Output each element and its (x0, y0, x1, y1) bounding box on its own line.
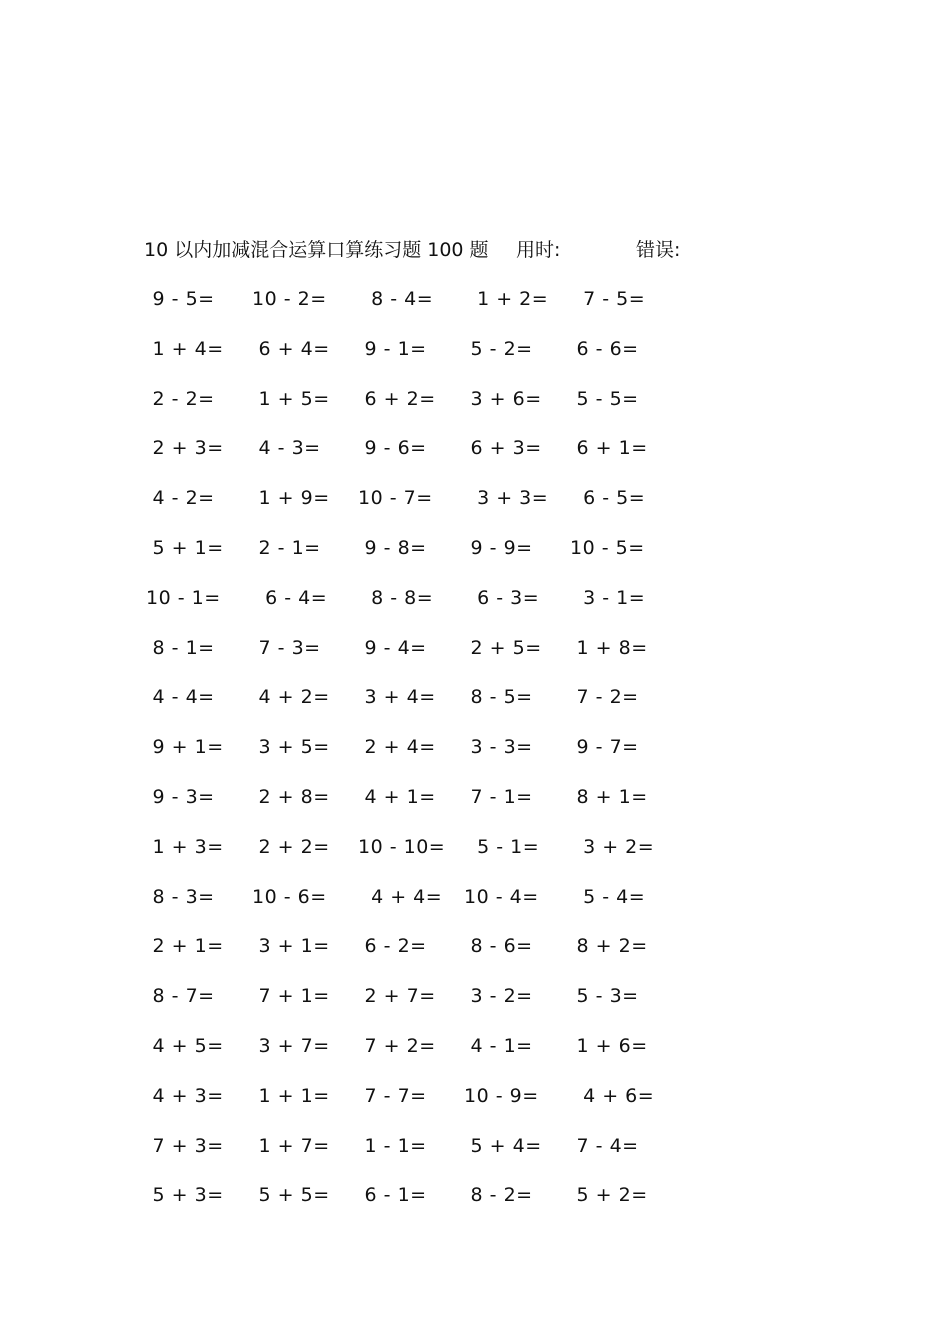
math-problem: 3 + 2= (570, 835, 655, 858)
math-problem: 7 - 1= (464, 785, 533, 808)
problem-row (146, 1082, 706, 1132)
math-problem: 3 + 5= (252, 736, 330, 759)
math-problem: 3 + 7= (252, 1034, 330, 1057)
math-problem: 5 - 3= (570, 985, 639, 1008)
math-problem: 9 - 8= (358, 536, 427, 559)
math-problem: 6 + 1= (570, 437, 648, 460)
math-problem: 10 - 1= (146, 586, 221, 609)
math-problem: 4 - 4= (146, 686, 215, 709)
math-problem: 5 - 2= (464, 337, 533, 360)
math-problem: 2 + 4= (358, 736, 436, 759)
math-problem: 9 - 3= (146, 785, 215, 808)
problem-row (146, 1132, 706, 1182)
math-problem: 6 - 2= (358, 935, 427, 958)
math-problem: 8 - 8= (358, 586, 434, 609)
math-problem: 1 + 8= (570, 636, 648, 659)
math-problem: 8 + 2= (570, 935, 648, 958)
math-problem: 4 + 5= (146, 1034, 224, 1057)
problem-row (146, 783, 706, 833)
problem-row (146, 335, 706, 385)
math-problem: 6 - 4= (252, 586, 328, 609)
problem-row (146, 484, 706, 534)
worksheet-header (144, 236, 764, 264)
math-problem: 3 - 1= (570, 586, 646, 609)
math-problem: 8 + 1= (570, 785, 648, 808)
problem-row (146, 883, 706, 933)
math-problem: 4 + 6= (570, 1084, 655, 1107)
math-problem: 6 + 3= (464, 437, 542, 460)
math-problem: 1 + 5= (252, 387, 330, 410)
problem-row (146, 385, 706, 435)
math-problem: 10 - 6= (252, 885, 327, 908)
math-problem: 10 - 9= (464, 1084, 539, 1107)
math-problem: 9 - 6= (358, 437, 427, 460)
problem-row (146, 833, 706, 883)
time-used-label: 用时: (516, 239, 561, 261)
problem-row (146, 683, 706, 733)
math-problem: 4 + 4= (358, 885, 443, 908)
math-problem: 7 - 4= (570, 1134, 639, 1157)
problem-row (146, 434, 706, 484)
math-problem: 2 + 1= (146, 935, 224, 958)
math-problem: 2 - 1= (252, 536, 321, 559)
math-problem: 6 + 2= (358, 387, 436, 410)
math-problem: 7 - 7= (358, 1084, 427, 1107)
math-problem: 10 - 2= (252, 288, 327, 310)
problem-row (146, 932, 706, 982)
math-problem: 5 + 5= (252, 1184, 330, 1207)
math-problem: 4 - 1= (464, 1034, 533, 1057)
math-problem: 1 + 6= (570, 1034, 648, 1057)
problem-row (146, 634, 706, 684)
math-problem: 4 + 2= (252, 686, 330, 709)
math-problem: 5 + 2= (570, 1184, 648, 1207)
errors-label: 错误: (636, 239, 681, 261)
math-problem: 9 - 5= (146, 288, 215, 310)
problem-row (146, 534, 706, 584)
math-problem: 6 - 3= (464, 586, 540, 609)
problem-grid (146, 285, 706, 1231)
math-problem: 1 + 4= (146, 337, 224, 360)
math-problem: 7 + 2= (358, 1034, 436, 1057)
math-problem: 10 - 5= (570, 536, 645, 559)
math-problem: 7 + 3= (146, 1134, 224, 1157)
math-problem: 6 - 1= (358, 1184, 427, 1207)
math-problem: 2 + 8= (252, 785, 330, 808)
math-problem: 7 + 1= (252, 985, 330, 1008)
problem-row (146, 1032, 706, 1082)
math-problem: 3 - 3= (464, 736, 533, 759)
math-problem: 6 + 4= (252, 337, 330, 360)
math-problem: 5 + 4= (464, 1134, 542, 1157)
math-problem: 5 - 4= (570, 885, 646, 908)
math-problem: 1 + 3= (146, 835, 224, 858)
math-problem: 9 - 1= (358, 337, 427, 360)
problem-row (146, 285, 706, 335)
math-problem: 8 - 5= (464, 686, 533, 709)
math-problem: 1 + 2= (464, 288, 549, 310)
math-problem: 2 + 7= (358, 985, 436, 1008)
math-problem: 3 + 3= (464, 487, 549, 510)
math-problem: 1 + 9= (252, 487, 330, 510)
worksheet-title: 10 以内加减混合运算口算练习题 100 题 (144, 239, 489, 261)
math-problem: 8 - 6= (464, 935, 533, 958)
math-problem: 10 - 10= (358, 835, 446, 858)
problem-row (146, 584, 706, 634)
math-problem: 3 + 6= (464, 387, 542, 410)
math-problem: 8 - 7= (146, 985, 215, 1008)
math-problem: 7 - 3= (252, 636, 321, 659)
math-problem: 4 - 2= (146, 487, 215, 510)
math-problem: 8 - 2= (464, 1184, 533, 1207)
math-problem: 8 - 1= (146, 636, 215, 659)
math-problem: 4 + 1= (358, 785, 436, 808)
math-problem: 6 - 6= (570, 337, 639, 360)
math-problem: 3 + 1= (252, 935, 330, 958)
problem-row (146, 1181, 706, 1231)
math-problem: 9 - 9= (464, 536, 533, 559)
math-problem: 5 + 1= (146, 536, 224, 559)
math-problem: 1 + 1= (252, 1084, 330, 1107)
math-problem: 2 - 2= (146, 387, 215, 410)
math-problem: 5 - 1= (464, 835, 540, 858)
math-problem: 1 + 7= (252, 1134, 330, 1157)
math-problem: 9 - 7= (570, 736, 639, 759)
math-problem: 5 - 5= (570, 387, 639, 410)
math-problem: 3 - 2= (464, 985, 533, 1008)
math-problem: 2 + 2= (252, 835, 330, 858)
math-problem: 8 - 4= (358, 288, 434, 310)
math-problem: 4 + 3= (146, 1084, 224, 1107)
math-problem: 10 - 4= (464, 885, 539, 908)
math-problem: 8 - 3= (146, 885, 215, 908)
math-problem: 1 - 1= (358, 1134, 427, 1157)
problem-row (146, 982, 706, 1032)
problem-row (146, 733, 706, 783)
math-problem: 4 - 3= (252, 437, 321, 460)
math-problem: 7 - 5= (570, 288, 646, 310)
math-problem: 9 + 1= (146, 736, 224, 759)
math-problem: 5 + 3= (146, 1184, 224, 1207)
math-problem: 7 - 2= (570, 686, 639, 709)
math-problem: 10 - 7= (358, 487, 433, 510)
math-problem: 6 - 5= (570, 487, 646, 510)
math-problem: 9 - 4= (358, 636, 427, 659)
math-problem: 2 + 3= (146, 437, 224, 460)
math-problem: 3 + 4= (358, 686, 436, 709)
math-problem: 2 + 5= (464, 636, 542, 659)
